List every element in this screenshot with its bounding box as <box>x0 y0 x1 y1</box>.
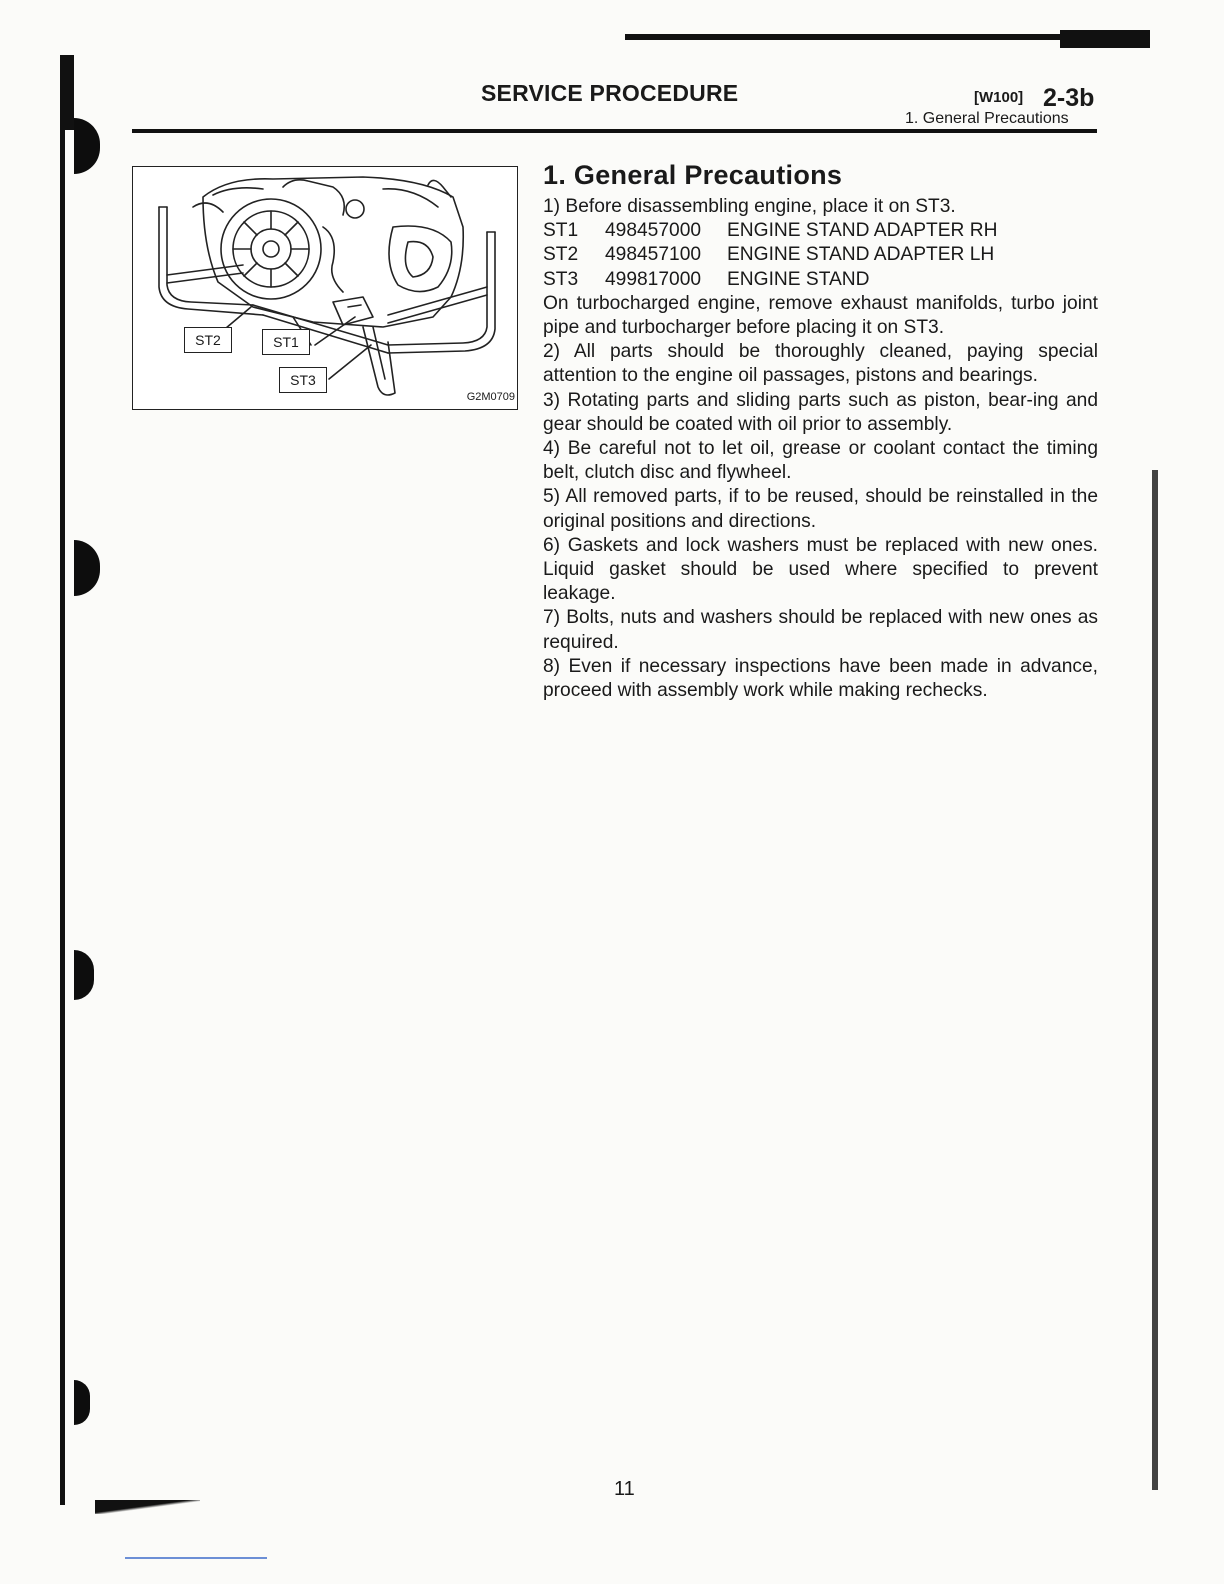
tool-id: ST1 <box>543 220 579 242</box>
tool-name: ENGINE STAND <box>727 268 870 290</box>
step-6: 6) Gaskets and lock washers must be replaced with new ones. Liquid gasket should be used where specified to prevent leakage. <box>543 534 1098 605</box>
figure-code: G2M0709 <box>466 391 515 403</box>
scan-edge-top-thick <box>1060 30 1150 48</box>
scan-edge-right <box>1152 470 1158 1490</box>
tool-part-number: 499817000 <box>605 268 702 290</box>
section-content <box>543 160 1098 703</box>
tool-id: ST2 <box>543 244 579 266</box>
binder-hole-1 <box>74 118 100 174</box>
tool-id: ST3 <box>543 268 579 290</box>
header-subtitle: 1. General Precautions <box>905 110 1069 127</box>
step-1: 1) Before disassembling engine, place it on ST3. <box>543 196 956 217</box>
step-2: 2) All parts should be thoroughly cleaned, paying special attention to the engine oil passages, pistons and bearings. <box>543 341 1098 387</box>
tool-name: ENGINE STAND ADAPTER RH <box>727 220 998 242</box>
figure-label-st1: ST1 <box>262 329 310 355</box>
figure-label-st3: ST3 <box>279 367 327 393</box>
scan-edge-left-top <box>60 55 74 130</box>
tool-part-number: 498457000 <box>605 220 702 242</box>
page-number: 11 <box>614 1478 635 1500</box>
engine-stand-figure <box>132 166 518 410</box>
tool-row-st3 <box>543 268 1098 292</box>
tool-name: ENGINE STAND ADAPTER LH <box>727 244 995 266</box>
scan-edge-left <box>60 55 65 1505</box>
tool-part-number: 498457100 <box>605 244 702 266</box>
header-code: [W100] <box>974 89 1024 106</box>
tool-row-st1 <box>543 219 1098 243</box>
binder-hole-2 <box>74 540 100 596</box>
step-3: 3) Rotating parts and sliding parts such as piston, bear-ing and gear should be coated with oil prior to assembly. <box>543 389 1098 435</box>
turbo-note: On turbocharged engine, remove exhaust manifolds, turbo joint pipe and turbocharger before placing it on ST3. <box>543 292 1098 339</box>
binder-hole-4 <box>74 1380 90 1425</box>
step-4: 4) Be careful not to let oil, grease or coolant contact the timing belt, clutch disc and flywheel. <box>543 438 1098 484</box>
header-rule <box>132 129 1097 133</box>
section-title: 1. General Precautions <box>543 160 843 190</box>
step-5: 5) All removed parts, if to be reused, should be reinstalled in the original positions and directions. <box>543 486 1098 532</box>
step-7: 7) Bolts, nuts and washers should be replaced with new ones as required. <box>543 607 1098 653</box>
scan-blue-line <box>125 1557 267 1559</box>
binder-hole-3 <box>74 950 94 1000</box>
figure-label-st2: ST2 <box>184 327 232 353</box>
scan-mark-bottom <box>95 1500 200 1514</box>
header-section-number: 2-3b <box>1043 84 1095 112</box>
tool-row-st2 <box>543 243 1098 267</box>
header-title: SERVICE PROCEDURE <box>481 80 739 106</box>
step-8: 8) Even if necessary inspections have been made in advance, proceed with assembly work while making rechecks. <box>543 655 1098 702</box>
